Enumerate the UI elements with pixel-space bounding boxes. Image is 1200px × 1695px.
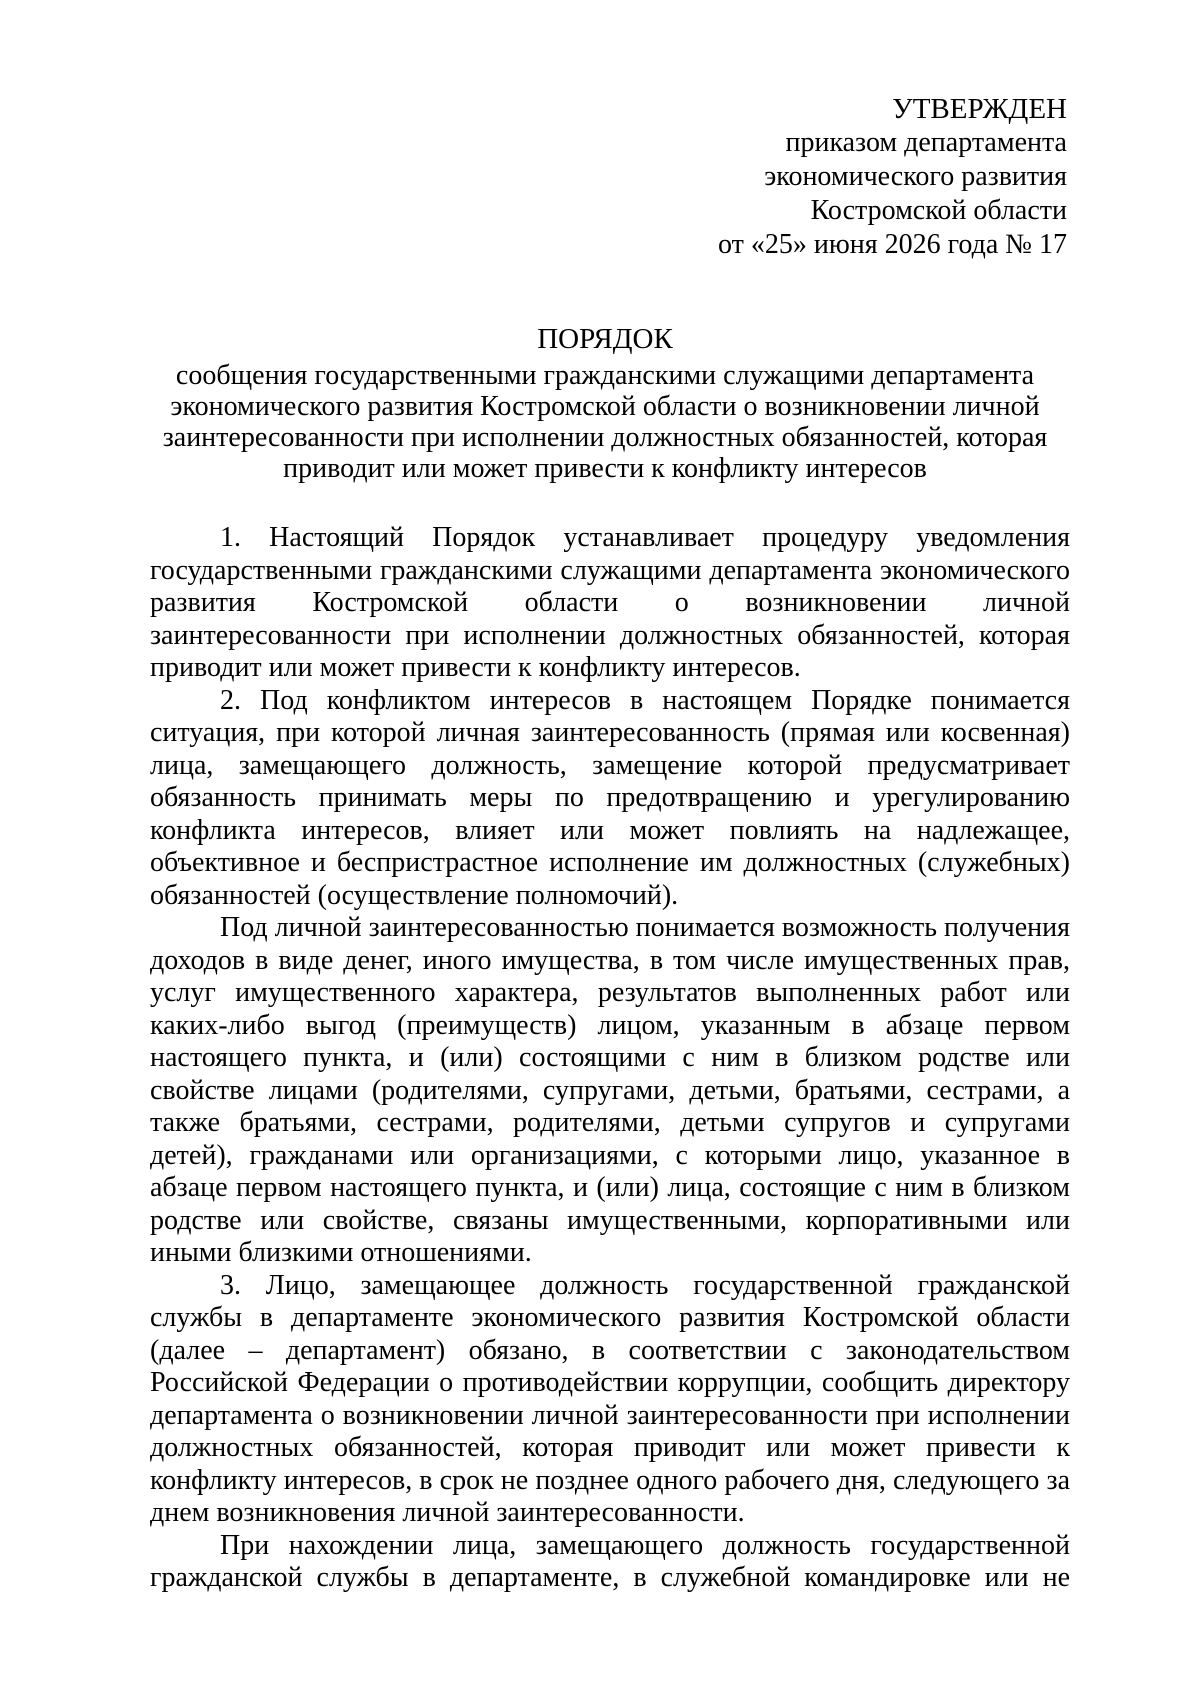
approval-line-4: от «25» июня 2026 года № 17 — [717, 229, 1067, 260]
document-subtitle: сообщения государственными гражданскими служащими департамента экономического развития Костромской области о возникновении личной заинтересованности при исполнении должностных обязанностей, которая приводит или может привести к конфликту интересов — [162, 360, 1048, 484]
approval-line-3: Костромской области — [810, 195, 1067, 226]
approval-line-1: приказом департамента — [785, 127, 1067, 158]
document-title: ПОРЯДОК — [537, 323, 673, 355]
paragraph-4: 3. Лицо, замещающее должность государственной гражданской службы в департаменте экономического развития Костромской области (далее – департамент) обязано, в соответствии с законодательством Российской Федерации о противодействии коррупции, сообщить директору департамента о возникновении личной заинтересованности при исполнении должностных обязанностей, которая приводит или может привести к конфликту интересов, в срок не позднее одного рабочего дня, следующего за днем возникновения личной заинтересованности. — [150, 1269, 1070, 1528]
paragraph-2: 2. Под конфликтом интересов в настоящем Порядке понимается ситуация, при которой личная заинтересованность (прямая или косвенная) лица, замещающего должность, замещение которой предусматривает обязанность принимать меры по предотвращению и урегулированию конфликта интересов, влияет или может повлиять на надлежащее, объективное и беспристрастное исполнение им должностных (служебных) обязанностей (осуществление полномочий). — [150, 684, 1070, 911]
document-body — [150, 522, 1070, 1595]
document-title-block — [140, 322, 1070, 484]
paragraph-5: При нахождении лица, замещающего должность государственной гражданской службы в департаменте, в служебной командировке или не — [150, 1529, 1070, 1593]
approval-heading: УТВЕРЖДЕН — [892, 93, 1067, 125]
paragraph-3: Под личной заинтересованностью понимается возможность получения доходов в виде денег, иного имущества, в том числе имущественных прав, услуг имущественного характера, результатов выполненных работ или каких-либо выгод (преимуществ) лицом, указанным в абзаце первом настоящего пункта, и (или) состоящими с ним в близком родстве или свойстве лицами (родителями, супругами, детьми, братьями, сестрами, а также братьями, сестрами, родителями, детьми супругов и супругами детей), гражданами или организациями, с которыми лицо, указанное в абзаце первом настоящего пункта, и (или) лица, состоящие с ним в близком родстве или свойстве, связаны имущественными, корпоративными или иными близкими отношениями. — [150, 912, 1070, 1268]
paragraph-1: 1. Настоящий Порядок устанавливает процедуру уведомления государственными гражданскими служащими департамента экономического развития Костромской области о возникновении личной заинтересованности при исполнении должностных обязанностей, которая приводит или может привести к конфликту интересов. — [150, 522, 1070, 683]
approval-line-2: экономического развития — [764, 161, 1067, 192]
approval-stamp — [718, 92, 1067, 262]
